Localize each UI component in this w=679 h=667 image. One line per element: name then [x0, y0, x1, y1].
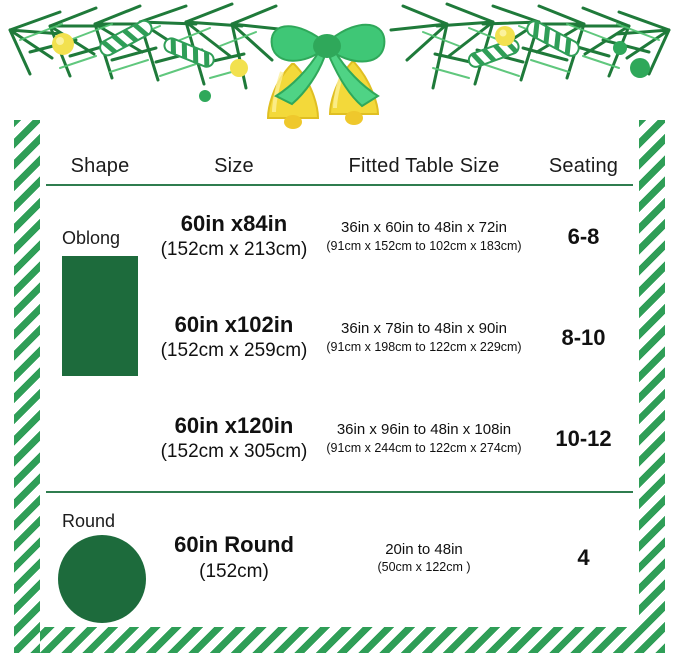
fitted-sub: (50cm x 122cm ) — [377, 560, 471, 575]
size-sub: (152cm x 213cm) — [160, 238, 308, 260]
size-sub: (152cm x 259cm) — [160, 339, 308, 361]
size-chart-table — [46, 128, 633, 623]
seating-value: 4 — [577, 545, 590, 570]
fitted-sub: (91cm x 152cm to 102cm x 183cm) — [326, 238, 522, 253]
oblong-section — [46, 186, 633, 491]
fitted-main: 36in x 60in to 48in x 72in — [341, 219, 507, 237]
row-fitted — [314, 319, 534, 355]
row-size — [154, 210, 314, 262]
frame-right-stripe — [639, 14, 665, 653]
seating-value: 6-8 — [567, 223, 600, 249]
seating-value: 8-10 — [561, 324, 606, 350]
frame-top-stripe — [14, 14, 665, 40]
size-main: 60in x102in — [174, 312, 294, 338]
row-seating — [534, 224, 633, 250]
header-size: Size — [214, 155, 254, 177]
row-seating — [534, 325, 633, 351]
size-main: 60in x84in — [180, 211, 288, 237]
fitted-sub: (91cm x 244cm to 122cm x 274cm) — [326, 440, 522, 455]
fitted-main: 20in to 48in — [385, 540, 463, 558]
row-size — [154, 311, 314, 363]
oblong-color-swatch — [62, 256, 138, 376]
size-sub: (152cm) — [199, 560, 269, 582]
row-size — [154, 412, 314, 464]
row-size — [154, 531, 314, 584]
gold-bells — [268, 62, 378, 129]
seating-value: 10-12 — [555, 425, 612, 451]
round-section — [46, 493, 633, 623]
table-header-row — [46, 128, 633, 178]
frame-bottom-stripe — [14, 627, 665, 653]
oblong-label: Oblong — [62, 228, 121, 248]
row-seating — [534, 426, 633, 452]
size-main: 60in Round — [174, 532, 294, 558]
row-fitted — [314, 420, 534, 456]
header-seating: Seating — [548, 155, 619, 177]
table-row — [46, 388, 633, 489]
row-fitted — [314, 540, 534, 576]
header-fitted-table-size: Fitted Table Size — [348, 155, 500, 177]
fitted-main: 36in x 78in to 48in x 90in — [341, 320, 507, 338]
round-color-swatch — [58, 535, 146, 623]
round-label: Round — [62, 511, 116, 531]
row-seating — [534, 545, 633, 571]
frame-left-stripe — [14, 14, 40, 653]
fitted-sub: (91cm x 198cm to 122cm x 229cm) — [326, 339, 522, 354]
size-main: 60in x120in — [174, 413, 294, 439]
fitted-main: 36in x 96in to 48in x 108in — [336, 421, 512, 439]
size-sub: (152cm x 305cm) — [160, 440, 308, 462]
header-shape: Shape — [70, 155, 130, 177]
row-fitted — [314, 218, 534, 254]
